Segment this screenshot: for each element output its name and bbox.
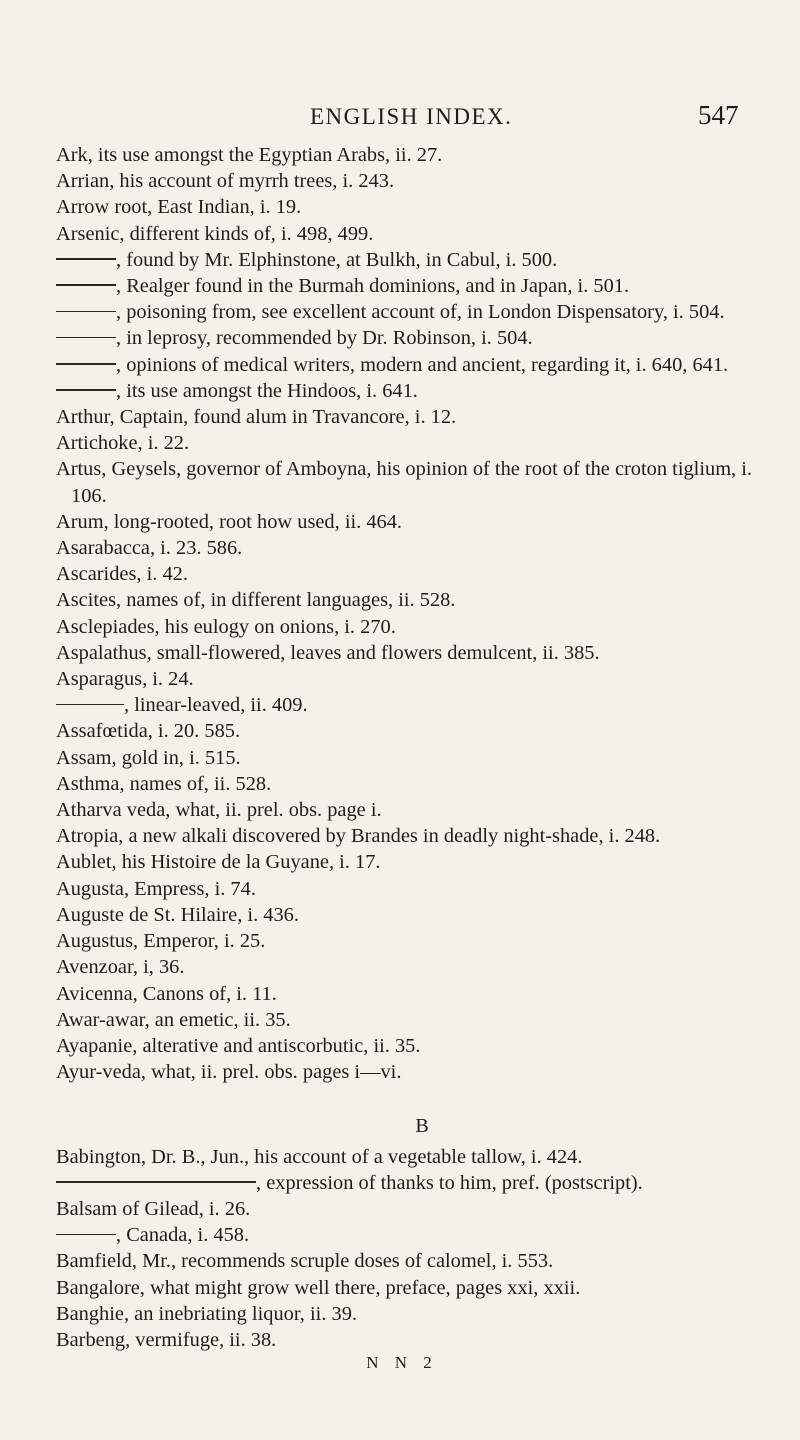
index-entry (56, 666, 768, 692)
ditto-dash (56, 258, 116, 260)
index-subentry (56, 325, 768, 351)
index-entry (56, 509, 768, 535)
entry-text: Barbeng, vermifuge, ii. 38. (56, 1328, 277, 1351)
index-subentry (56, 1222, 768, 1248)
index-entry (56, 221, 768, 247)
entry-text: , expression of thanks to him, pref. (postscript). (256, 1171, 643, 1194)
ditto-dash (56, 1181, 256, 1183)
entry-text: , in leprosy, recommended by Dr. Robinson, i. 504. (116, 327, 533, 350)
entry-text: Ayapanie, alterative and antiscorbutic, ii. 35. (56, 1034, 421, 1057)
entry-text: Bangalore, what might grow well there, preface, pages xxi, xxii. (56, 1276, 581, 1299)
entry-text: Auguste de St. Hilaire, i. 436. (56, 903, 299, 926)
ditto-dash (56, 284, 116, 286)
entry-text: , opinions of medical writers, modern and ancient, regarding it, i. 640, 641. (116, 353, 729, 376)
entry-text: Awar-awar, an emetic, ii. 35. (56, 1008, 291, 1031)
index-entry (56, 849, 768, 875)
index-subentry (56, 1170, 768, 1196)
index-subentry (56, 352, 768, 378)
entry-text: Assam, gold in, i. 515. (56, 746, 241, 769)
index-entry (56, 1007, 768, 1033)
index-entry (56, 640, 768, 666)
entry-text: , found by Mr. Elphinstone, at Bulkh, in Cabul, i. 500. (116, 248, 558, 271)
entry-text: Artus, Geysels, governor of Amboyna, his opinion of the root of the croton tiglium, i. 106. (56, 458, 753, 507)
entry-text: Ayur-veda, what, ii. prel. obs. pages i—vi. (56, 1061, 402, 1084)
index-subentry (56, 692, 768, 718)
entry-text: Arum, long-rooted, root how used, ii. 464. (56, 510, 403, 533)
index-subentry (56, 273, 768, 299)
index-entry (56, 876, 768, 902)
entry-text: Ascites, names of, in different languages, ii. 528. (56, 589, 456, 612)
index-entry (56, 771, 768, 797)
index-entry (56, 1301, 768, 1327)
signature-mark: N N 2 (366, 1353, 438, 1373)
entry-text: Asthma, names of, ii. 528. (56, 772, 272, 795)
entry-text: , its use amongst the Hindoos, i. 641. (116, 379, 418, 402)
index-entry (56, 902, 768, 928)
index-entry (56, 142, 768, 168)
index-entry (56, 1033, 768, 1059)
entry-text: Aublet, his Histoire de la Guyane, i. 17. (56, 851, 381, 874)
index-entry (56, 718, 768, 744)
index-entry (56, 168, 768, 194)
entry-text: Augustus, Emperor, i. 25. (56, 930, 266, 953)
index-section-b (56, 1144, 768, 1354)
index-entry (56, 404, 768, 430)
index-entry (56, 1248, 768, 1274)
entry-text: Asarabacca, i. 23. 586. (56, 537, 243, 560)
index-entry (56, 1059, 768, 1085)
index-section-a (56, 142, 768, 1085)
index-entry (56, 823, 768, 849)
ditto-dash (56, 337, 116, 339)
index-entry (56, 587, 768, 613)
index-subentry (56, 247, 768, 273)
section-letter-heading: B (415, 1115, 429, 1138)
index-entry (56, 981, 768, 1007)
index-entry (56, 1196, 768, 1222)
entry-text: Assafœtida, i. 20. 585. (56, 720, 241, 743)
entry-text: Avenzoar, i, 36. (56, 956, 185, 979)
ditto-dash (56, 704, 124, 706)
page-number: 547 (698, 100, 739, 130)
entry-text: Avicenna, Canons of, i. 11. (56, 982, 277, 1005)
index-subentry (56, 378, 768, 404)
index-entry (56, 561, 768, 587)
entry-text: Aspalathus, small-flowered, leaves and flowers demulcent, ii. 385. (56, 641, 600, 664)
entry-text: Atharva veda, what, ii. prel. obs. page i. (56, 799, 382, 822)
index-entry (56, 928, 768, 954)
entry-text: , Canada, i. 458. (116, 1224, 250, 1247)
index-entry (56, 1327, 768, 1353)
entry-text: , Realger found in the Burmah dominions, and in Japan, i. 501. (116, 275, 630, 298)
index-entry (56, 1144, 768, 1170)
entry-text: Asclepiades, his eulogy on onions, i. 270. (56, 615, 396, 638)
entry-text: Augusta, Empress, i. 74. (56, 877, 256, 900)
entry-text: Arthur, Captain, found alum in Travancore, i. 12. (56, 406, 457, 429)
entry-text: Atropia, a new alkali discovered by Brandes in deadly night-shade, i. 248. (56, 825, 661, 848)
index-entry (56, 954, 768, 980)
entry-text: Babington, Dr. B., Jun., his account of a vegetable tallow, i. 424. (56, 1145, 583, 1168)
entry-text: Asparagus, i. 24. (56, 668, 194, 691)
index-body (56, 142, 768, 1373)
entry-text: Ascarides, i. 42. (56, 563, 188, 586)
ditto-dash (56, 363, 116, 365)
index-entry (56, 1275, 768, 1301)
running-head (0, 96, 800, 136)
index-entry (56, 797, 768, 823)
ditto-dash (56, 1234, 116, 1236)
index-entry (56, 194, 768, 220)
entry-text: Arsenic, different kinds of, i. 498, 499. (56, 222, 374, 245)
ditto-dash (56, 311, 116, 313)
running-title: ENGLISH INDEX. (310, 104, 513, 129)
index-subentry (56, 299, 768, 325)
entry-text: Bamfield, Mr., recommends scruple doses of calomel, i. 553. (56, 1250, 554, 1273)
index-entry (56, 745, 768, 771)
index-entry (56, 456, 768, 508)
entry-text: Banghie, an inebriating liquor, ii. 39. (56, 1302, 358, 1325)
entry-text: Arrian, his account of myrrh trees, i. 243. (56, 170, 395, 193)
ditto-dash (56, 389, 116, 391)
entry-text: Arrow root, East Indian, i. 19. (56, 196, 302, 219)
entry-text: , linear-leaved, ii. 409. (124, 694, 308, 717)
index-entry (56, 430, 768, 456)
entry-text: Artichoke, i. 22. (56, 432, 190, 455)
entry-text: , poisoning from, see excellent account of, in London Dispensatory, i. 504. (116, 301, 725, 324)
entry-text: Balsam of Gilead, i. 26. (56, 1197, 251, 1220)
index-entry (56, 535, 768, 561)
entry-text: Ark, its use amongst the Egyptian Arabs, ii. 27. (56, 144, 443, 166)
index-entry (56, 614, 768, 640)
